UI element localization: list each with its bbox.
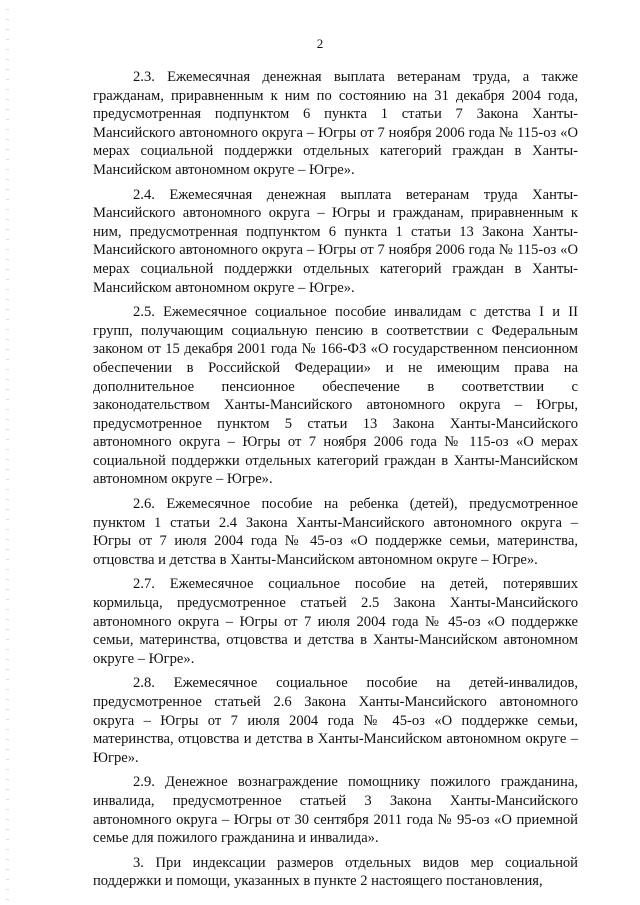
paragraph-2-4: 2.4. Ежемесячная денежная выплата ветеранам труда Ханты-Мансийского автономного округа – Югры и гражданам, приравненным к ним, предусмотренная подпунктом 6 пункта 1 статьи 13 Закона Ханты-Мансийского автономного округа – Югры от 7 ноября 2006 года № 115-оз «О мерах социальной поддержки отдельных категорий граждан в Ханты-Мансийском автономном округе – Югре». [93, 186, 578, 296]
page-number: 2 [316, 36, 324, 51]
scan-edge-marks [6, 0, 9, 905]
paragraph-3: 3. При индексации размеров отдельных видов мер социальной поддержки и помощи, указанных в пункте 2 настоящего постановления, [93, 854, 578, 890]
paragraph-2-6: 2.6. Ежемесячное пособие на ребенка (детей), предусмотренное пунктом 1 статьи 2.4 Закона Ханты-Мансийского автономного округа – Югры от 7 июля 2004 года № 45-оз «О поддержке семьи, материнства, отцовства и детства в Ханты-Мансийском автономном округе – Югре». [93, 496, 578, 568]
paragraph-2-3: 2.3. Ежемесячная денежная выплата ветеранам труда, а также гражданам, приравненным к ним по состоянию на 31 декабря 2004 года, предусмотренная подпунктом 6 пункта 1 статьи 7 Закона Ханты-Мансийского автономного округа – Югры от 7 ноября 2006 года № 115-оз «О мерах социальной поддержки отдельных категорий граждан в Ханты-Мансийском автономном округе – Югре». [93, 69, 578, 178]
paragraph-2-5: 2.5. Ежемесячное социальное пособие инвалидам с детства I и II групп, получающим социальную пенсию в соответствии с Федеральным законом от 15 декабря 2001 года № 166-ФЗ «О государственном пенсионном обеспечении в Российской Федерации» и не имеющим права на дополнительное пенсионное обеспечение в соответствии с законодательством Ханты-Мансийского автономного округа – Югры, предусмотренное пунктом 5 статьи 13 Закона Ханты-Мансийского автономного округа – Югры от 7 ноября 2006 года № 115-оз «О мерах социальной поддержки отдельных категорий граждан в Ханты-Мансийском автономном округе – Югре». [93, 304, 578, 488]
paragraph-2-8: 2.8. Ежемесячное социальное пособие на детей-инвалидов, предусмотренное статьей 2.6 Закона Ханты-Мансийского автономного округа – Югры от 7 июля 2004 года № 45-оз «О поддержке семьи, материнства, отцовства и детства в Ханты-Мансийском автономном округе – Югре». [93, 675, 578, 766]
paragraph-2-7: 2.7. Ежемесячное социальное пособие на детей, потерявших кормильца, предусмотренное статьей 2.5 Закона Ханты-Мансийского автономного округа – Югры от 7 июля 2004 года № 45-оз «О поддержке семьи, материнства, отцовства и детства в Ханты-Мансийском автономном округе – Югре». [93, 576, 578, 667]
paragraph-2-9: 2.9. Денежное вознаграждение помощнику пожилого гражданина, инвалида, предусмотренное статьей 3 Закона Ханты-Мансийского автономного округа – Югры от 30 сентября 2011 года № 95-оз «О приемной семье для пожилого гражданина и инвалида». [93, 774, 578, 847]
document-body [93, 68, 578, 897]
